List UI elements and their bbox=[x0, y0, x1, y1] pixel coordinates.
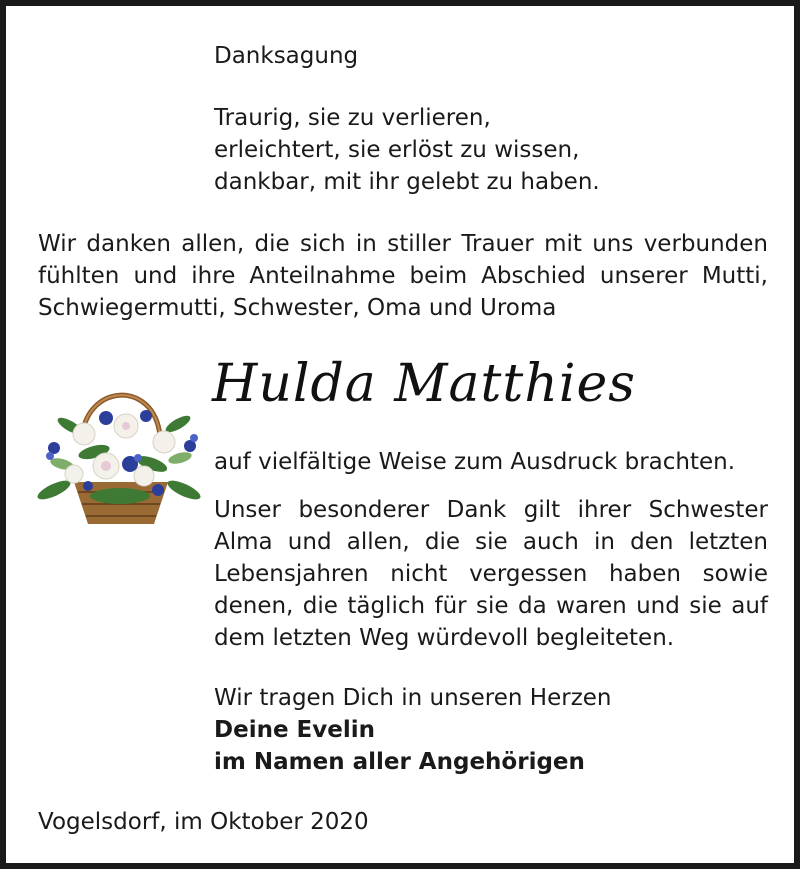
poem-line: erleichtert, sie erlöst zu wissen, bbox=[214, 137, 580, 163]
flower-basket-icon bbox=[34, 378, 204, 530]
special-thanks-line: Alma und allen, die sie auch in den letzten bbox=[214, 529, 768, 555]
thanks-line: fühlten und ihre Anteilnahme beim Abschied unserer Mutti, bbox=[38, 263, 768, 289]
closing-line: Wir tragen Dich in unseren Herzen bbox=[214, 685, 612, 711]
expression-line: auf vielfältige Weise zum Ausdruck brachten. bbox=[214, 449, 736, 475]
signature-family: im Namen aller Angehörigen bbox=[214, 749, 585, 775]
poem-line: dankbar, mit ihr gelebt zu haben. bbox=[214, 169, 600, 195]
deceased-name: Hulda Matthies bbox=[212, 354, 636, 414]
special-thanks-line: denen, die täglich für sie da waren und sie auf bbox=[214, 593, 768, 619]
place-date: Vogelsdorf, im Oktober 2020 bbox=[38, 809, 369, 835]
special-thanks-line: Unser besonderer Dank gilt ihrer Schwester bbox=[214, 497, 768, 523]
special-thanks-line: Lebensjahren nicht vergessen haben sowie bbox=[214, 561, 768, 587]
signature-name: Deine Evelin bbox=[214, 717, 375, 743]
thanks-line: Wir danken allen, die sich in stiller Trauer mit uns verbunden bbox=[38, 231, 768, 257]
heading: Danksagung bbox=[214, 43, 359, 69]
thanks-line: Schwiegermutti, Schwester, Oma und Uroma bbox=[38, 295, 557, 321]
special-thanks-line: dem letzten Weg würdevoll begleiteten. bbox=[214, 625, 675, 651]
poem-line: Traurig, sie zu verlieren, bbox=[214, 105, 491, 131]
